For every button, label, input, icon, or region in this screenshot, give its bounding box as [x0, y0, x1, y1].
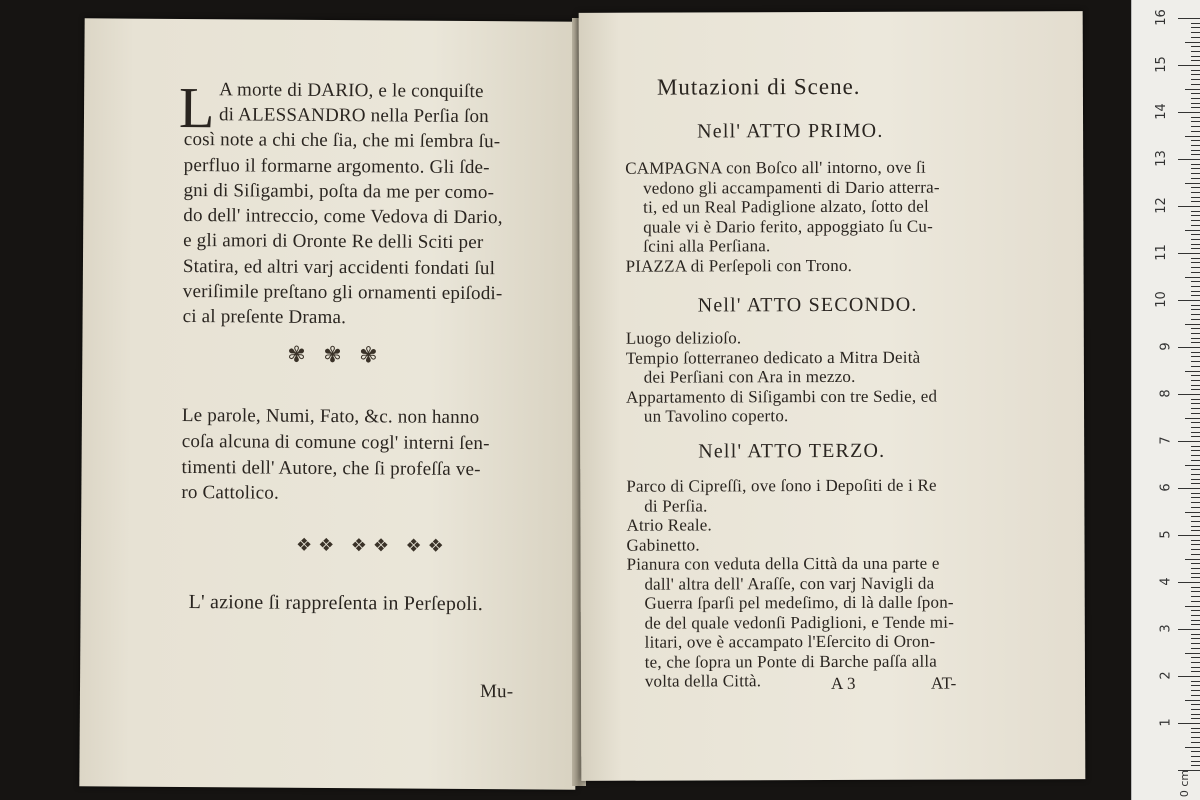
ruler-tick [1191, 328, 1200, 329]
ruler-tick [1191, 671, 1200, 672]
ruler-number: 9 [1158, 342, 1174, 351]
ruler-tick [1191, 455, 1200, 456]
ruler-tick [1191, 361, 1200, 362]
ruler-tick [1185, 277, 1200, 278]
act-heading: Nell' ATTO TERZO. [698, 439, 886, 463]
ruler-tick [1191, 497, 1200, 498]
ruler-tick [1191, 314, 1200, 315]
ruler-tick [1191, 460, 1200, 461]
ruler-tick [1178, 65, 1200, 66]
paragraph-line: così note a chi che ſia, che mi ſembra ſu- [183, 128, 501, 153]
ruler-tick [1191, 474, 1200, 475]
ruler-number: 8 [1158, 389, 1174, 398]
ruler-tick [1191, 554, 1200, 555]
ruler-tick [1191, 695, 1200, 696]
ruler-number: 2 [1158, 671, 1174, 680]
ruler-tick [1191, 638, 1200, 639]
ruler-tick [1191, 154, 1200, 155]
disclaimer-line: ro Cattolico. [181, 481, 280, 504]
ruler-tick [1191, 173, 1200, 174]
ruler-tick [1191, 98, 1200, 99]
ruler-tick [1191, 516, 1200, 517]
drop-cap: L [178, 74, 215, 141]
ruler-tick [1191, 56, 1200, 57]
ruler-tick [1191, 690, 1200, 691]
disclaimer-line: Le parole, Numi, Fato, &c. non hanno [181, 404, 480, 429]
ruler-tick [1191, 436, 1200, 437]
ruler-tick [1185, 512, 1200, 513]
ruler-tick [1191, 662, 1200, 663]
scene-entry-line: Pianura con veduta della Città da una parte e [626, 553, 940, 574]
ruler-tick [1191, 399, 1200, 400]
ruler-tick [1191, 761, 1200, 762]
ruler-tick [1191, 526, 1200, 527]
ruler-tick [1191, 389, 1200, 390]
ruler-tick [1185, 465, 1200, 466]
ruler-tick [1191, 469, 1200, 470]
ruler-tick [1191, 60, 1200, 61]
ruler-tick [1191, 742, 1200, 743]
ruler-tick [1191, 375, 1200, 376]
paragraph-line: Statira, ed altri varj accidenti fondati ſul [182, 255, 496, 280]
right-page [579, 11, 1086, 781]
ruler-tick [1191, 568, 1200, 569]
open-book [78, 12, 1098, 790]
scene-entry-line: Gabinetto. [626, 534, 700, 555]
paragraph-line: perfluo il formarne argomento. Gli ſde- [183, 154, 490, 179]
ruler-tick [1191, 432, 1200, 433]
catchword-right: AT- [930, 673, 957, 693]
ruler-tick [1191, 385, 1200, 386]
ruler-tick [1185, 700, 1200, 701]
scene-entry-line: volta della Città. [626, 671, 762, 691]
ruler-tick [1191, 164, 1200, 165]
ruler-number: 14 [1154, 103, 1170, 120]
ruler-tick [1191, 103, 1200, 104]
ruler-tick [1191, 121, 1200, 122]
ruler-tick [1191, 587, 1200, 588]
ruler-number: 5 [1158, 530, 1174, 539]
ruler-tick [1191, 427, 1200, 428]
ruler-tick [1191, 258, 1200, 259]
ruler-tick [1191, 648, 1200, 649]
ruler-tick [1191, 422, 1200, 423]
ruler-tick [1191, 413, 1200, 414]
ruler-tick [1191, 479, 1200, 480]
ruler-tick [1178, 206, 1200, 207]
ruler-tick [1191, 145, 1200, 146]
scene-entry-line: Guerra ſparſi pel medeſimo, di là dalle ſpon- [626, 592, 954, 613]
ruler-tick [1178, 253, 1200, 254]
ruler-tick [1191, 573, 1200, 574]
ruler-tick [1191, 333, 1200, 334]
scene-changes-title: Mutazioni di Scene. [656, 73, 861, 100]
scene-entry-line: Tempio ſotterraneo dedicato a Mitra Deità [625, 347, 921, 368]
ruler-tick [1191, 140, 1200, 141]
ruler-tick [1191, 549, 1200, 550]
ruler-tick [1191, 295, 1200, 296]
ruler-tick [1178, 676, 1200, 677]
ruler-tick [1191, 521, 1200, 522]
scene-entry-line: PIAZZA di Perſepoli con Trono. [625, 255, 853, 276]
ruler-tick [1191, 117, 1200, 118]
ruler-tick [1191, 79, 1200, 80]
ruler-tick [1191, 502, 1200, 503]
ruler-tick [1191, 709, 1200, 710]
ruler-tick [1178, 629, 1200, 630]
ruler-tick [1185, 371, 1200, 372]
ruler-tick [1191, 27, 1200, 28]
ruler-tick [1185, 606, 1200, 607]
paragraph-line: e gli amori di Oronte Re delli Sciti per [183, 229, 484, 254]
ruler-tick [1191, 380, 1200, 381]
ruler-tick [1185, 418, 1200, 419]
scene-entry-line: de del quale vedonſi Padiglioni, e Tende mi- [626, 612, 955, 633]
disclaimer-line: coſa alcuna di comune cogl' interni ſen- [181, 430, 490, 455]
ruler-number: 1 [1158, 718, 1174, 727]
setting-line: L' azione ſi rappreſenta in Perſepoli. [188, 591, 484, 616]
ruler-tick [1178, 394, 1200, 395]
ruler-tick [1178, 488, 1200, 489]
scene-entry-line: un Tavolino coperto. [626, 406, 789, 426]
ruler-tick [1185, 42, 1200, 43]
ruler-tick [1191, 305, 1200, 306]
scene-entry-line: Appartamento di Siſigambi con tre Sedie, ed [625, 386, 938, 407]
ruler-tick [1191, 234, 1200, 235]
ruler-tick [1191, 244, 1200, 245]
ruler-number: 16 [1154, 9, 1170, 26]
scene-entry-line: dei Perſiani con Ara in mezzo. [625, 366, 856, 387]
paragraph-line: di ALESSANDRO nella Perſia ſon [218, 104, 489, 128]
ruler-tick [1178, 723, 1200, 724]
ornament-fleurons: ✾ ✾ ✾ [287, 341, 384, 368]
ruler-tick [1191, 620, 1200, 621]
scene-entry-line: Luogo delizioſo. [625, 328, 742, 348]
disclaimer-line: timenti dell' Autore, che ſi profeſſa ve- [181, 456, 481, 481]
ruler-number: 15 [1154, 56, 1170, 73]
ruler-tick [1191, 211, 1200, 212]
ruler-tick [1191, 267, 1200, 268]
ruler-tick [1191, 342, 1200, 343]
ruler-number: 4 [1158, 577, 1174, 586]
ruler-tick [1191, 732, 1200, 733]
ornament-border: ❖❖ ❖❖ ❖❖ [295, 534, 450, 556]
ruler-tick [1185, 183, 1200, 184]
ruler-tick [1185, 89, 1200, 90]
ruler-tick [1191, 51, 1200, 52]
ruler-tick [1191, 248, 1200, 249]
ruler-tick [1178, 441, 1200, 442]
ruler-tick [1178, 112, 1200, 113]
ruler-tick [1191, 610, 1200, 611]
ruler-tick [1178, 159, 1200, 160]
ruler-tick [1191, 74, 1200, 75]
scene-entry-line: vedono gli accampamenti di Dario atterra- [625, 177, 940, 198]
ruler-tick [1185, 653, 1200, 654]
ruler-tick [1178, 347, 1200, 348]
ruler-tick [1191, 192, 1200, 193]
ruler-tick [1191, 544, 1200, 545]
paragraph-line: A morte di DARIO, e le conquiſte [219, 79, 484, 103]
scene-entry-line: ſcini alla Perſiana. [625, 236, 771, 256]
ruler-tick [1191, 685, 1200, 686]
ruler-tick [1191, 239, 1200, 240]
ruler-tick [1191, 507, 1200, 508]
ruler-tick [1191, 70, 1200, 71]
paragraph-line: gni di Siſigambi, poſta da me per como- [183, 179, 495, 204]
ruler-tick [1191, 281, 1200, 282]
ruler-tick [1191, 718, 1200, 719]
scene-entry-line: Parco di Cipreſſi, ove ſono i Depoſiti de i Re [626, 475, 937, 496]
ruler-tick [1191, 178, 1200, 179]
ruler-tick [1178, 535, 1200, 536]
ruler-tick [1191, 408, 1200, 409]
ruler-number: 7 [1158, 436, 1174, 445]
ruler-tick [1191, 187, 1200, 188]
act-heading: Nell' ATTO SECONDO. [697, 293, 918, 317]
ruler-tick [1191, 624, 1200, 625]
ruler-tick [1191, 319, 1200, 320]
ruler-unit-label: 0 cm [1177, 769, 1191, 798]
ruler-tick [1191, 168, 1200, 169]
ruler-tick [1191, 84, 1200, 85]
ruler-tick [1185, 136, 1200, 137]
ruler-number: 11 [1154, 244, 1170, 261]
ruler-tick [1191, 634, 1200, 635]
ruler-tick [1191, 737, 1200, 738]
ruler-number: 12 [1154, 197, 1170, 214]
ruler-tick [1191, 225, 1200, 226]
scene-entry-line: Atrio Reale. [626, 515, 712, 535]
ruler-tick [1191, 338, 1200, 339]
ruler-tick [1191, 601, 1200, 602]
ruler-tick [1191, 450, 1200, 451]
ruler-tick [1191, 643, 1200, 644]
ruler-tick [1191, 37, 1200, 38]
ruler-tick [1191, 286, 1200, 287]
measurement-ruler [1131, 0, 1200, 800]
ruler-tick [1191, 765, 1200, 766]
ruler-tick [1191, 262, 1200, 263]
ruler-tick [1185, 230, 1200, 231]
ruler-tick [1191, 352, 1200, 353]
ruler-tick [1185, 559, 1200, 560]
ruler-tick [1191, 657, 1200, 658]
ruler-tick [1191, 483, 1200, 484]
ruler-tick [1191, 126, 1200, 127]
scene-entry-line: te, che ſopra un Ponte di Barche paſſa alla [626, 651, 938, 672]
ruler-tick [1191, 366, 1200, 367]
ruler-tick [1191, 530, 1200, 531]
catchword-left: Mu- [479, 681, 514, 703]
paragraph-line: do dell' intreccio, come Vedova di Dario, [183, 204, 503, 229]
ruler-tick [1191, 150, 1200, 151]
ruler-tick [1191, 596, 1200, 597]
ruler-tick [1191, 446, 1200, 447]
ruler-number: 10 [1154, 291, 1170, 308]
ruler-tick [1191, 93, 1200, 94]
ruler-tick [1191, 291, 1200, 292]
ruler-tick [1178, 300, 1200, 301]
left-page [79, 18, 580, 789]
ruler-tick [1191, 197, 1200, 198]
ruler-number: 6 [1158, 483, 1174, 492]
ruler-tick [1191, 403, 1200, 404]
ruler-tick [1191, 667, 1200, 668]
ruler-tick [1191, 32, 1200, 33]
ruler-tick [1191, 563, 1200, 564]
ruler-tick [1178, 582, 1200, 583]
ruler-tick [1191, 540, 1200, 541]
scene-entry-line: di Perſia. [626, 495, 708, 516]
ruler-tick [1178, 18, 1200, 19]
ruler-tick [1191, 107, 1200, 108]
paragraph-line: veriſimile preſtano gli ornamenti epiſodi- [182, 280, 503, 305]
signature-mark: A 3 [830, 673, 856, 694]
ruler-tick [1191, 714, 1200, 715]
ruler-tick [1191, 220, 1200, 221]
scene-entry-line: litari, ove è accampato l'Eſercito di Oron- [626, 631, 936, 652]
act-heading: Nell' ATTO PRIMO. [697, 119, 884, 143]
scene-entry-line: dall' altra dell' Araſſe, con varj Navigli da [626, 573, 935, 594]
ruler-tick [1185, 747, 1200, 748]
ruler-tick [1191, 272, 1200, 273]
ruler-tick [1191, 493, 1200, 494]
ruler-tick [1191, 46, 1200, 47]
ruler-tick [1191, 356, 1200, 357]
scene-entry-line: CAMPAGNA con Boſco all' intorno, ove ſi [625, 157, 926, 178]
ruler-tick [1191, 23, 1200, 24]
scene-entry-line: ti, ed un Real Padiglione alzato, ſotto del [625, 196, 929, 217]
ruler-tick [1191, 201, 1200, 202]
ruler-tick [1191, 591, 1200, 592]
ruler-number: 3 [1158, 624, 1174, 633]
ruler-tick [1191, 681, 1200, 682]
ruler-tick [1185, 324, 1200, 325]
paragraph-line: ci al preſente Drama. [182, 305, 347, 329]
ruler-tick [1191, 728, 1200, 729]
ruler-number: 13 [1154, 150, 1170, 167]
ruler-tick [1191, 756, 1200, 757]
ruler-tick [1191, 131, 1200, 132]
ruler-tick [1191, 309, 1200, 310]
ruler-tick [1191, 215, 1200, 216]
scene-entry-line: quale vi è Dario ferito, appoggiato ſu Cu- [625, 216, 934, 237]
ruler-tick [1191, 577, 1200, 578]
ruler-tick [1191, 704, 1200, 705]
ruler-tick [1191, 615, 1200, 616]
ruler-tick [1191, 751, 1200, 752]
